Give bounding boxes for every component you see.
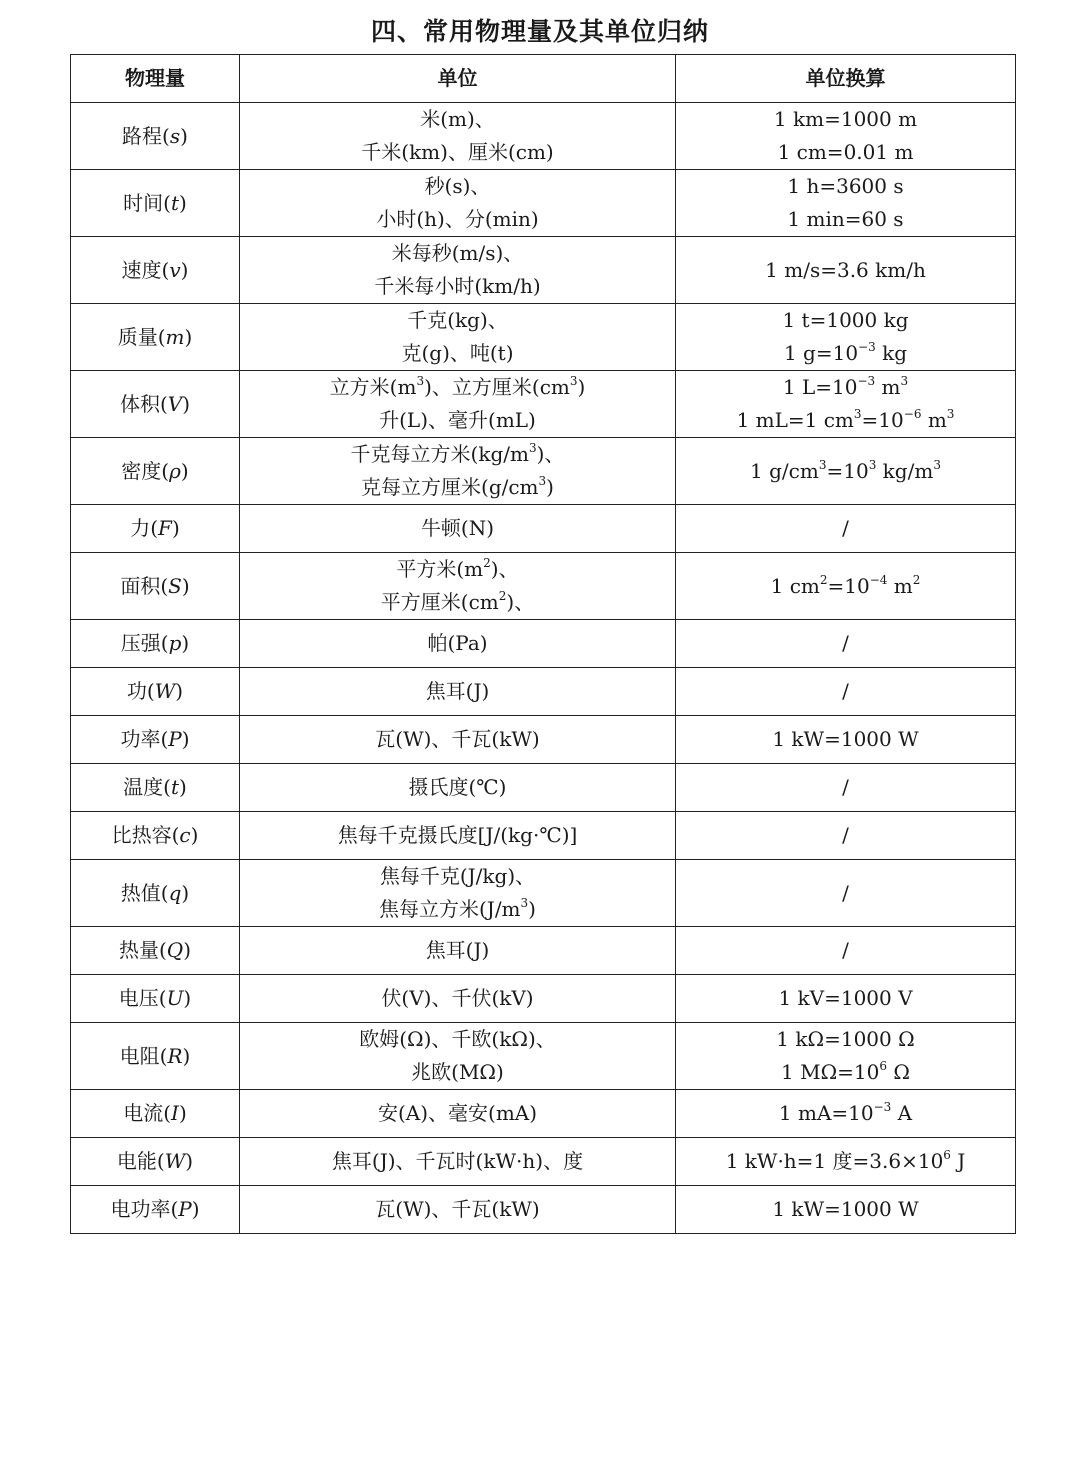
conversion-cell	[676, 668, 1016, 716]
paren-open: (	[161, 458, 170, 483]
quantity-symbol: v	[169, 257, 181, 282]
quantity-name: 功	[126, 679, 147, 703]
unit-line: 千克(kg)、	[407, 308, 508, 332]
header-conversion: 单位换算	[676, 55, 1016, 103]
conversion-cell	[676, 764, 1016, 812]
paren-open: (	[170, 1197, 179, 1221]
conversion-line: /	[842, 631, 849, 655]
paren-open: (	[156, 1149, 165, 1173]
quantity-symbol: U	[166, 986, 184, 1010]
paren-open: (	[163, 190, 171, 215]
unit-cell	[240, 620, 676, 668]
unit-cell	[240, 1090, 676, 1138]
conversion-line: /	[842, 823, 849, 847]
paren-open: (	[161, 257, 170, 282]
conversion-line: 1 $cm^2=10^{-4}$ $m^2$	[770, 572, 921, 598]
conversion-line: 1 cm=0.01 m	[777, 140, 914, 164]
unit-cell	[240, 1023, 676, 1090]
quantity-symbol: c	[179, 823, 191, 847]
quantity-name: 热量	[118, 938, 159, 962]
unit-line: 米(m)、	[420, 107, 495, 131]
conversion-line: 1 h=3600 s	[787, 174, 904, 198]
conversion-line: 1 kΩ=1000 Ω	[776, 1027, 915, 1051]
table-row	[71, 764, 1016, 812]
unit-line: 兆欧(MΩ)	[411, 1060, 504, 1084]
paren-close: )	[181, 880, 190, 905]
unit-cell	[240, 438, 676, 505]
conversion-line: /	[842, 679, 849, 703]
unit-cell	[240, 927, 676, 975]
conversion-line: /	[842, 880, 849, 905]
quantity-cell	[71, 1090, 240, 1138]
conversion-line: 1 $mA=10^{-3}$ A	[778, 1100, 913, 1125]
unit-line: 安(A)、毫安(mA)	[377, 1101, 538, 1125]
quantity-symbol: q	[168, 880, 182, 905]
conversion-line: 1 kW=1000 W	[772, 1197, 919, 1221]
unit-cell	[240, 371, 676, 438]
quantity-symbol: W	[164, 1149, 186, 1173]
quantity-cell	[71, 1138, 240, 1186]
conversion-cell	[676, 304, 1016, 371]
unit-cell	[240, 668, 676, 716]
unit-line: 立方米$(m^3)$、立方厘米$(cm^3)$	[329, 374, 586, 399]
conversion-line: 1 $M\Omega=10^6$ Ω	[781, 1059, 910, 1084]
conversion-cell	[676, 716, 1016, 764]
unit-line: 平方厘米$(cm^2)$、	[380, 589, 535, 614]
units-table	[70, 54, 1016, 1234]
quantity-symbol: V	[167, 391, 183, 416]
quantity-symbol: P	[178, 1197, 192, 1221]
quantity-name: 功率	[120, 727, 161, 751]
quantity-cell	[71, 927, 240, 975]
conversion-line: /	[842, 938, 849, 962]
paren-close: )	[179, 190, 187, 215]
quantity-symbol: t	[170, 190, 180, 215]
conversion-cell	[676, 927, 1016, 975]
paren-close: )	[184, 324, 193, 349]
quantity-cell	[71, 860, 240, 927]
unit-cell	[240, 716, 676, 764]
conversion-line: /	[842, 775, 849, 799]
quantity-cell	[71, 620, 240, 668]
unit-line: 焦每立方米$(J/m^3)$	[379, 896, 536, 921]
conversion-cell	[676, 1138, 1016, 1186]
paren-open: (	[163, 1101, 172, 1125]
quantity-cell	[71, 170, 240, 237]
paren-open: (	[150, 516, 159, 540]
paren-close: )	[178, 1101, 187, 1125]
conversion-cell	[676, 438, 1016, 505]
quantity-name: 质量	[117, 324, 158, 349]
paren-close: )	[171, 516, 180, 540]
quantity-cell	[71, 668, 240, 716]
unit-line: 焦耳(J)、千瓦时(kW·h)、度	[331, 1149, 584, 1173]
unit-cell	[240, 304, 676, 371]
unit-cell	[240, 1138, 676, 1186]
quantity-name: 比热容	[111, 823, 172, 847]
table-row	[71, 438, 1016, 505]
quantity-symbol: P	[168, 727, 182, 751]
paren-open: (	[162, 123, 170, 148]
unit-cell	[240, 860, 676, 927]
quantity-name: 电压	[118, 986, 159, 1010]
quantity-cell	[71, 505, 240, 553]
conversion-cell	[676, 620, 1016, 668]
quantity-cell	[71, 1023, 240, 1090]
unit-cell	[240, 1186, 676, 1234]
conversion-cell	[676, 505, 1016, 553]
conversion-cell	[676, 371, 1016, 438]
quantity-symbol: I	[171, 1101, 179, 1125]
paren-open: (	[159, 1043, 168, 1068]
paren-close: )	[180, 458, 189, 483]
unit-line: 平方米$(m^2)$、	[396, 556, 519, 581]
quantity-cell	[71, 764, 240, 812]
quantity-name: 体积	[119, 391, 160, 416]
quantity-name: 热值	[120, 880, 161, 905]
paren-open: (	[159, 391, 168, 416]
table-row	[71, 237, 1016, 304]
unit-cell	[240, 170, 676, 237]
table-row	[71, 371, 1016, 438]
unit-line: 千米(km)、厘米(cm)	[361, 140, 554, 164]
table-row	[71, 1090, 1016, 1138]
table-row	[71, 716, 1016, 764]
paren-open: (	[160, 631, 169, 655]
quantity-symbol: R	[167, 1043, 183, 1068]
unit-cell	[240, 103, 676, 170]
table-row	[71, 860, 1016, 927]
quantity-name: 速度	[121, 257, 162, 282]
paren-open: (	[158, 986, 167, 1010]
table-row	[71, 812, 1016, 860]
unit-line: 瓦(W)、千瓦(kW)	[375, 727, 540, 751]
unit-line: 焦耳(J)	[425, 679, 490, 703]
paren-open: (	[171, 823, 180, 847]
quantity-symbol: W	[154, 679, 176, 703]
table-row	[71, 975, 1016, 1023]
unit-line: 摄氏度(℃)	[408, 775, 507, 799]
paren-open: (	[158, 938, 167, 962]
paren-open: (	[160, 573, 169, 598]
quantity-cell	[71, 975, 240, 1023]
table-row	[71, 1186, 1016, 1234]
unit-cell	[240, 505, 676, 553]
quantity-name: 路程	[122, 123, 163, 148]
conversion-line: 1 min=60 s	[787, 207, 904, 231]
paren-close: )	[181, 727, 190, 751]
unit-line: 千克每立方米$(kg/m^3)$、	[350, 441, 565, 466]
quantity-symbol: s	[169, 123, 181, 148]
unit-line: 米每秒(m/s)、	[391, 241, 524, 265]
quantity-symbol: p	[168, 631, 182, 655]
conversion-cell	[676, 237, 1016, 304]
conversion-line: 1 $g/cm^3=10^3$ $kg/m^3$	[750, 457, 941, 483]
conversion-cell	[676, 975, 1016, 1023]
paren-close: )	[180, 257, 189, 282]
conversion-cell	[676, 812, 1016, 860]
quantity-symbol: t	[170, 775, 180, 799]
table-row	[71, 103, 1016, 170]
unit-line: 瓦(W)、千瓦(kW)	[375, 1197, 540, 1221]
conversion-line: 1 mL=1 $cm^3=10^{-6}$ $m^3$	[736, 407, 955, 432]
quantity-cell	[71, 716, 240, 764]
conversion-cell	[676, 1090, 1016, 1138]
paren-open: (	[146, 679, 155, 703]
table-row	[71, 1138, 1016, 1186]
conversion-line: 1 km=1000 m	[773, 107, 918, 131]
unit-line: 帕(Pa)	[427, 631, 488, 655]
quantity-symbol: m	[165, 324, 185, 349]
table-row	[71, 505, 1016, 553]
quantity-name: 电阻	[119, 1043, 160, 1068]
quantity-name: 电流	[123, 1101, 164, 1125]
quantity-cell	[71, 237, 240, 304]
quantity-name: 时间	[123, 190, 164, 215]
conversion-cell	[676, 1186, 1016, 1234]
conversion-line: 1 kW=1000 W	[772, 727, 919, 751]
conversion-line: 1 kW·h=1 度$=3.6\times 10^6$ J	[725, 1148, 966, 1173]
unit-cell	[240, 764, 676, 812]
quantity-symbol: ρ	[169, 458, 181, 483]
quantity-symbol: Q	[166, 938, 184, 962]
quantity-symbol: S	[168, 573, 182, 598]
unit-line: 焦每千克摄氏度[J/(kg·℃)]	[337, 823, 578, 847]
conversion-line: 1 kV=1000 V	[778, 986, 913, 1010]
unit-line: 克每立方厘米$(g/cm^3)$	[361, 474, 554, 499]
unit-line: 升(L)、毫升(mL)	[379, 408, 536, 432]
table-row	[71, 553, 1016, 620]
paren-open: (	[163, 775, 171, 799]
quantity-cell	[71, 304, 240, 371]
paren-open: (	[160, 727, 169, 751]
paren-close: )	[183, 938, 192, 962]
quantity-name: 密度	[121, 458, 162, 483]
conversion-cell	[676, 1023, 1016, 1090]
table-row	[71, 170, 1016, 237]
unit-cell	[240, 975, 676, 1023]
quantity-name: 电功率	[110, 1197, 171, 1221]
unit-line: 秒(s)、	[424, 174, 491, 198]
conversion-cell	[676, 103, 1016, 170]
table-header-row	[71, 55, 1016, 103]
quantity-cell	[71, 553, 240, 620]
unit-cell	[240, 553, 676, 620]
unit-line: 牛顿(N)	[420, 516, 495, 540]
unit-line: 伏(V)、千伏(kV)	[381, 986, 534, 1010]
paren-close: )	[183, 986, 192, 1010]
quantity-name: 面积	[120, 573, 161, 598]
table-row	[71, 927, 1016, 975]
quantity-cell	[71, 438, 240, 505]
paren-close: )	[175, 679, 184, 703]
unit-line: 焦每千克(J/kg)、	[379, 864, 536, 888]
quantity-name: 温度	[123, 775, 164, 799]
unit-line: 小时(h)、分(min)	[376, 207, 539, 231]
unit-line: 焦耳(J)	[425, 938, 490, 962]
conversion-line: 1 m/s=3.6 km/h	[765, 257, 926, 282]
conversion-cell	[676, 170, 1016, 237]
table-row	[71, 668, 1016, 716]
paren-close: )	[179, 775, 187, 799]
paren-close: )	[181, 631, 190, 655]
quantity-name: 电能	[116, 1149, 157, 1173]
unit-cell	[240, 812, 676, 860]
page-title: 四、常用物理量及其单位归纳	[370, 17, 709, 46]
unit-line: 欧姆(Ω)、千欧(kΩ)、	[359, 1027, 556, 1051]
conversion-line: 1 $L=10^{-3}$ $m^3$	[782, 374, 909, 399]
header-quantity: 物理量	[71, 55, 240, 103]
paren-close: )	[185, 1149, 194, 1173]
paren-close: )	[181, 573, 190, 598]
paren-open: (	[160, 880, 169, 905]
conversion-cell	[676, 860, 1016, 927]
quantity-symbol: F	[158, 516, 172, 540]
paren-close: )	[182, 391, 191, 416]
table-row	[71, 304, 1016, 371]
table-row	[71, 620, 1016, 668]
conversion-line: 1 $g=10^{-3}$ kg	[783, 340, 908, 365]
table-row	[71, 1023, 1016, 1090]
quantity-name: 力	[130, 516, 151, 540]
quantity-cell	[71, 371, 240, 438]
table-body	[71, 103, 1016, 1234]
unit-line: 千米每小时(km/h)	[374, 274, 541, 298]
quantity-cell	[71, 812, 240, 860]
paren-open: (	[157, 324, 166, 349]
header-unit: 单位	[240, 55, 676, 103]
paren-close: )	[191, 1197, 200, 1221]
paren-close: )	[190, 823, 199, 847]
quantity-name: 压强	[120, 631, 161, 655]
unit-cell	[240, 237, 676, 304]
conversion-line: /	[842, 516, 849, 540]
conversion-cell	[676, 553, 1016, 620]
quantity-cell	[71, 103, 240, 170]
paren-close: )	[180, 123, 188, 148]
unit-line: 克(g)、吨(t)	[401, 341, 514, 365]
conversion-line: 1 t=1000 kg	[782, 308, 909, 332]
paren-close: )	[182, 1043, 191, 1068]
quantity-cell	[71, 1186, 240, 1234]
